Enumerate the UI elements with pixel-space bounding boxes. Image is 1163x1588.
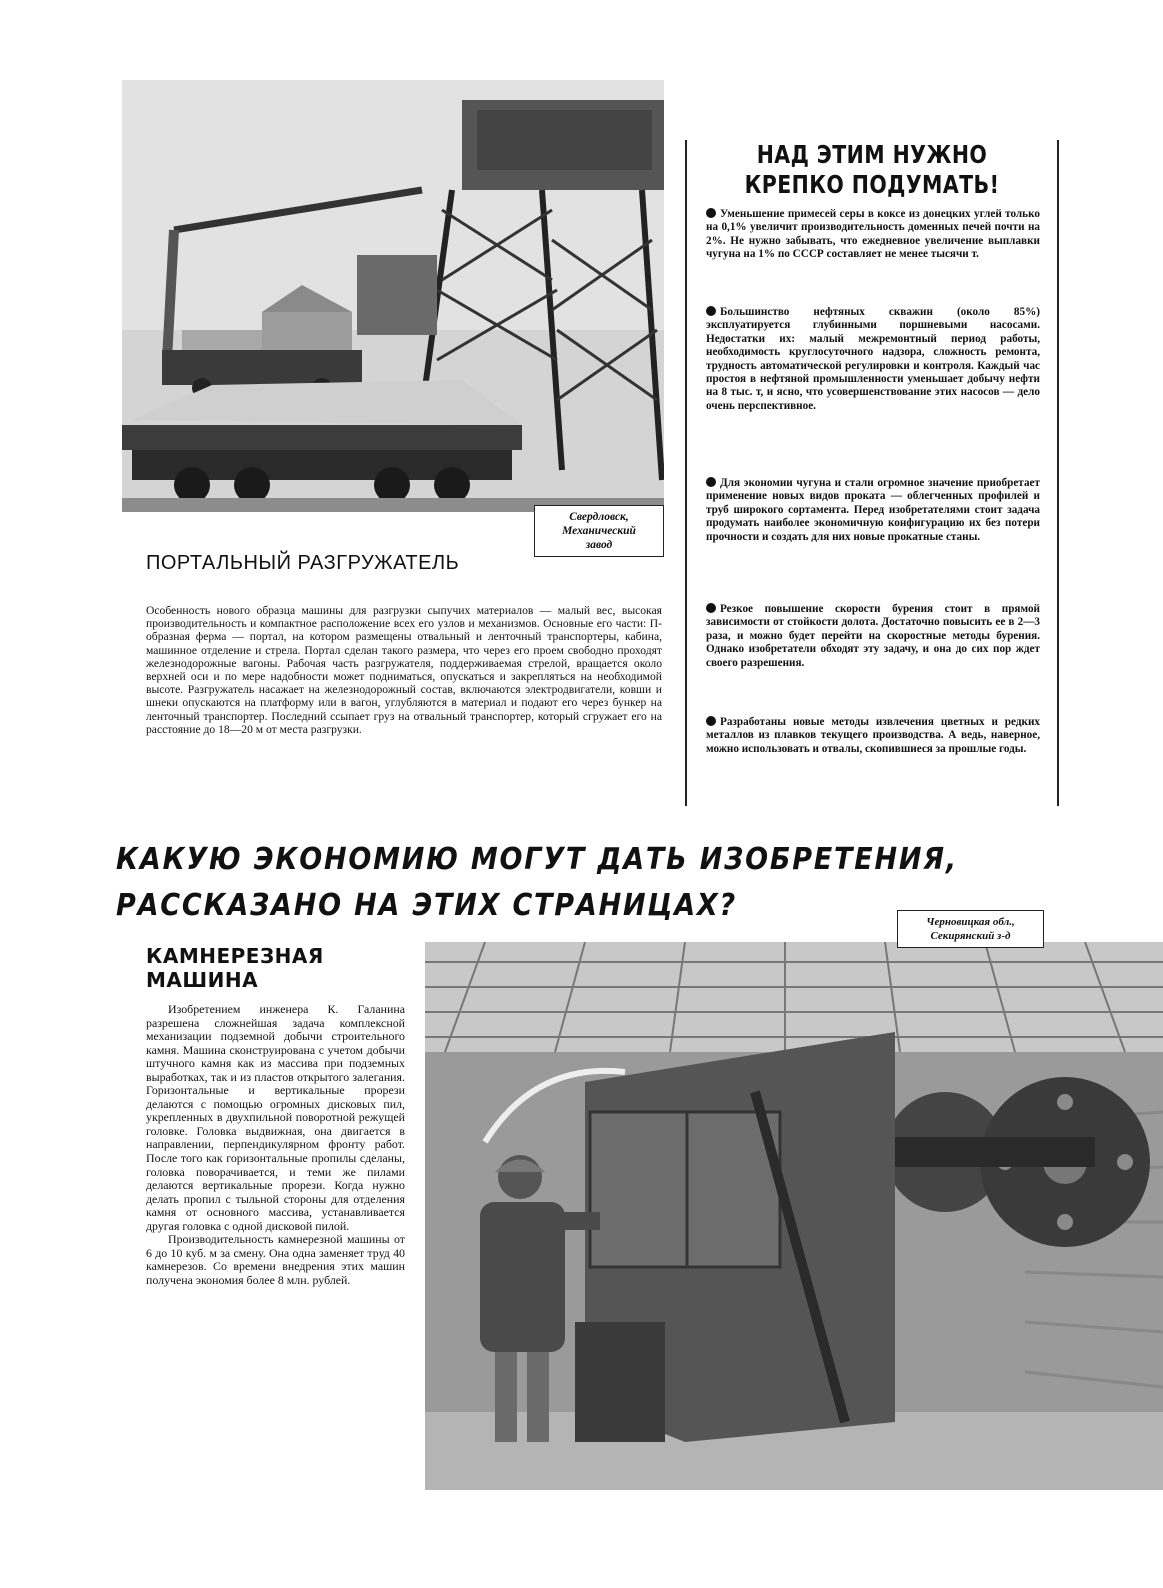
sidebar-title	[720, 140, 1023, 200]
sidebar-item-text: Резкое повышение скорости бурения стоит в прямой зависимости от стойкости долота. Достаточно повысить ее в 2—3 раза, и можно будет перейти на скоростные методы бурения. Однако изобретатели обходят эту задачу, и она до сих пор ждет своего разрешения.	[706, 603, 1040, 669]
portal-photo-caption	[534, 505, 664, 557]
bullet-icon	[706, 477, 716, 487]
bullet-icon	[706, 603, 716, 613]
caption-plant-type: завод	[585, 539, 613, 551]
stone-photo-caption	[897, 910, 1044, 948]
bullet-icon	[706, 306, 716, 316]
stone-machine-illustration	[425, 942, 1163, 1490]
sidebar-item-text: Большинство нефтяных скважин (около 85%) эксплуатируется глубинными поршневыми насосами. Недостатки их: малый межремонтный период работы, необходимость круглосуточного надзора, сложность ремонта, трудность автоматической регулировки и контроля. Каждый час простоя в нефтяной промышленности уменьшает добычу нефти на 8 тыс. т, и ясно, что усовершенствование этих насосов — дело очень перспективное.	[706, 306, 1040, 412]
sidebar-item	[706, 603, 1040, 670]
bullet-icon	[706, 716, 716, 726]
sidebar-item-text: Для экономии чугуна и стали огромное значение приобретает применение новых видов проката — облегченных профилей и труб широкого сортамента. Перед изобретателями стоит задача продумать наиболее экономичную конфигурацию их без потери прочности и создать для них новые прокатные станы.	[706, 477, 1040, 543]
portal-unloader-illustration	[122, 80, 664, 512]
sidebar-title-line-1: НАД ЭТИМ НУЖНО	[756, 140, 988, 169]
headline-line-2: РАССКАЗАНО НА ЭТИХ СТРАНИЦАХ?	[116, 888, 737, 923]
stone-machine-photo	[425, 942, 1163, 1490]
stone-machine-text	[146, 1003, 405, 1287]
portal-unloader-text: Особенность нового образца машины для разгрузки сыпучих материалов — малый вес, высокая производительность и компактное расположение всех его узлов и механизмов. Основные его части: П-образная ферма — портал, на котором размещены отвальный и ленточный транспортеры, кабина, машинное отделение и стрела. Портал сделан такого размера, что через его проем свободно проходят железнодорожные вагоны. Рабочая часть разгружателя, поддерживаемая стрелой, вращается около верхней оси и по мере надобности может подниматься, опускаться и закрепляться на необходимой высоте. Разгружатель насажает на железнодорожный состав, включаются электродвигатели, ковши и шнеки опускаются на платформу или в вагон, углубляются в материал и подают его через бункер на ленточный транспортер. Последний ссыпает груз на отвальный транспортер, который сгружает его на расстояние до 18—20 м от места разгрузки.	[146, 604, 662, 736]
portal-unloader-photo	[122, 80, 664, 512]
sidebar-item-text: Разработаны новые методы извлечения цветных и редких металлов из плавков текущего производства. А ведь, наверное, можно использовать и отвалы, скопившиеся за прошлые годы.	[706, 716, 1040, 755]
stone-title-line-1: КАМНЕРЕЗНАЯ	[146, 944, 324, 968]
caption-region: Черновицкая обл.,	[926, 916, 1015, 928]
sidebar-title-line-2: КРЕПКО ПОДУМАТЬ!	[744, 170, 1000, 199]
portal-unloader-title: ПОРТАЛЬНЫЙ РАЗГРУЖАТЕЛЬ	[146, 552, 460, 574]
bullet-icon	[706, 208, 716, 218]
caption-city: Свердловск,	[569, 511, 629, 523]
stone-paragraph-1: Изобретением инженера К. Галанина разрешена сложнейшая задача комплексной механизации подземной добычи строительного камня. Машина сконструирована с учетом добычи штучного камня как из массива при подземных выработках, так и из пластов открытого залегания. Горизонтальные и вертикальные прорези делаются с помощью огромных дисковых пил, укрепленных в двухпильной поворотной режущей головке. Головка выдвижная, она двигается в направлении, перпендикулярном фронту работ. После того как горизонтальные пропилы сделаны, головка поворачивается, и теми же пилами делаются вертикальные прорези. Когда нужно делать пропил с тыльной стороны для отделения камня от основного массива, устанавливается другая головка с одной дисковой пилой.	[146, 1002, 405, 1233]
stone-paragraph-2: Производительность камнерезной машины от 6 до 10 куб. м за смену. Она одна заменяет труд 40 камнерезов. Со времени внедрения этих машин получена экономия более 8 млн. рублей.	[146, 1232, 405, 1287]
sidebar-item-text: Уменьшение примесей серы в коксе из донецких углей только на 0,1% увеличит производительность доменных печей почти на 2%. Не нужно забывать, что ежедневное увеличение выплавки чугуна на 1% по СССР составляет не менее тысячи т.	[706, 208, 1040, 261]
sidebar-item	[706, 716, 1040, 756]
think-hard-sidebar	[685, 140, 1059, 806]
stone-title-line-2: МАШИНА	[146, 968, 259, 992]
caption-factory: Секирянский з-д	[930, 930, 1011, 942]
caption-plant: Механический	[562, 525, 636, 537]
stone-machine-title	[146, 944, 324, 992]
sidebar-item	[706, 208, 1040, 262]
headline-line-1: КАКУЮ ЭКОНОМИЮ МОГУТ ДАТЬ ИЗОБРЕТЕНИЯ,	[116, 842, 958, 877]
sidebar-item	[706, 306, 1040, 413]
sidebar-item	[706, 477, 1040, 544]
